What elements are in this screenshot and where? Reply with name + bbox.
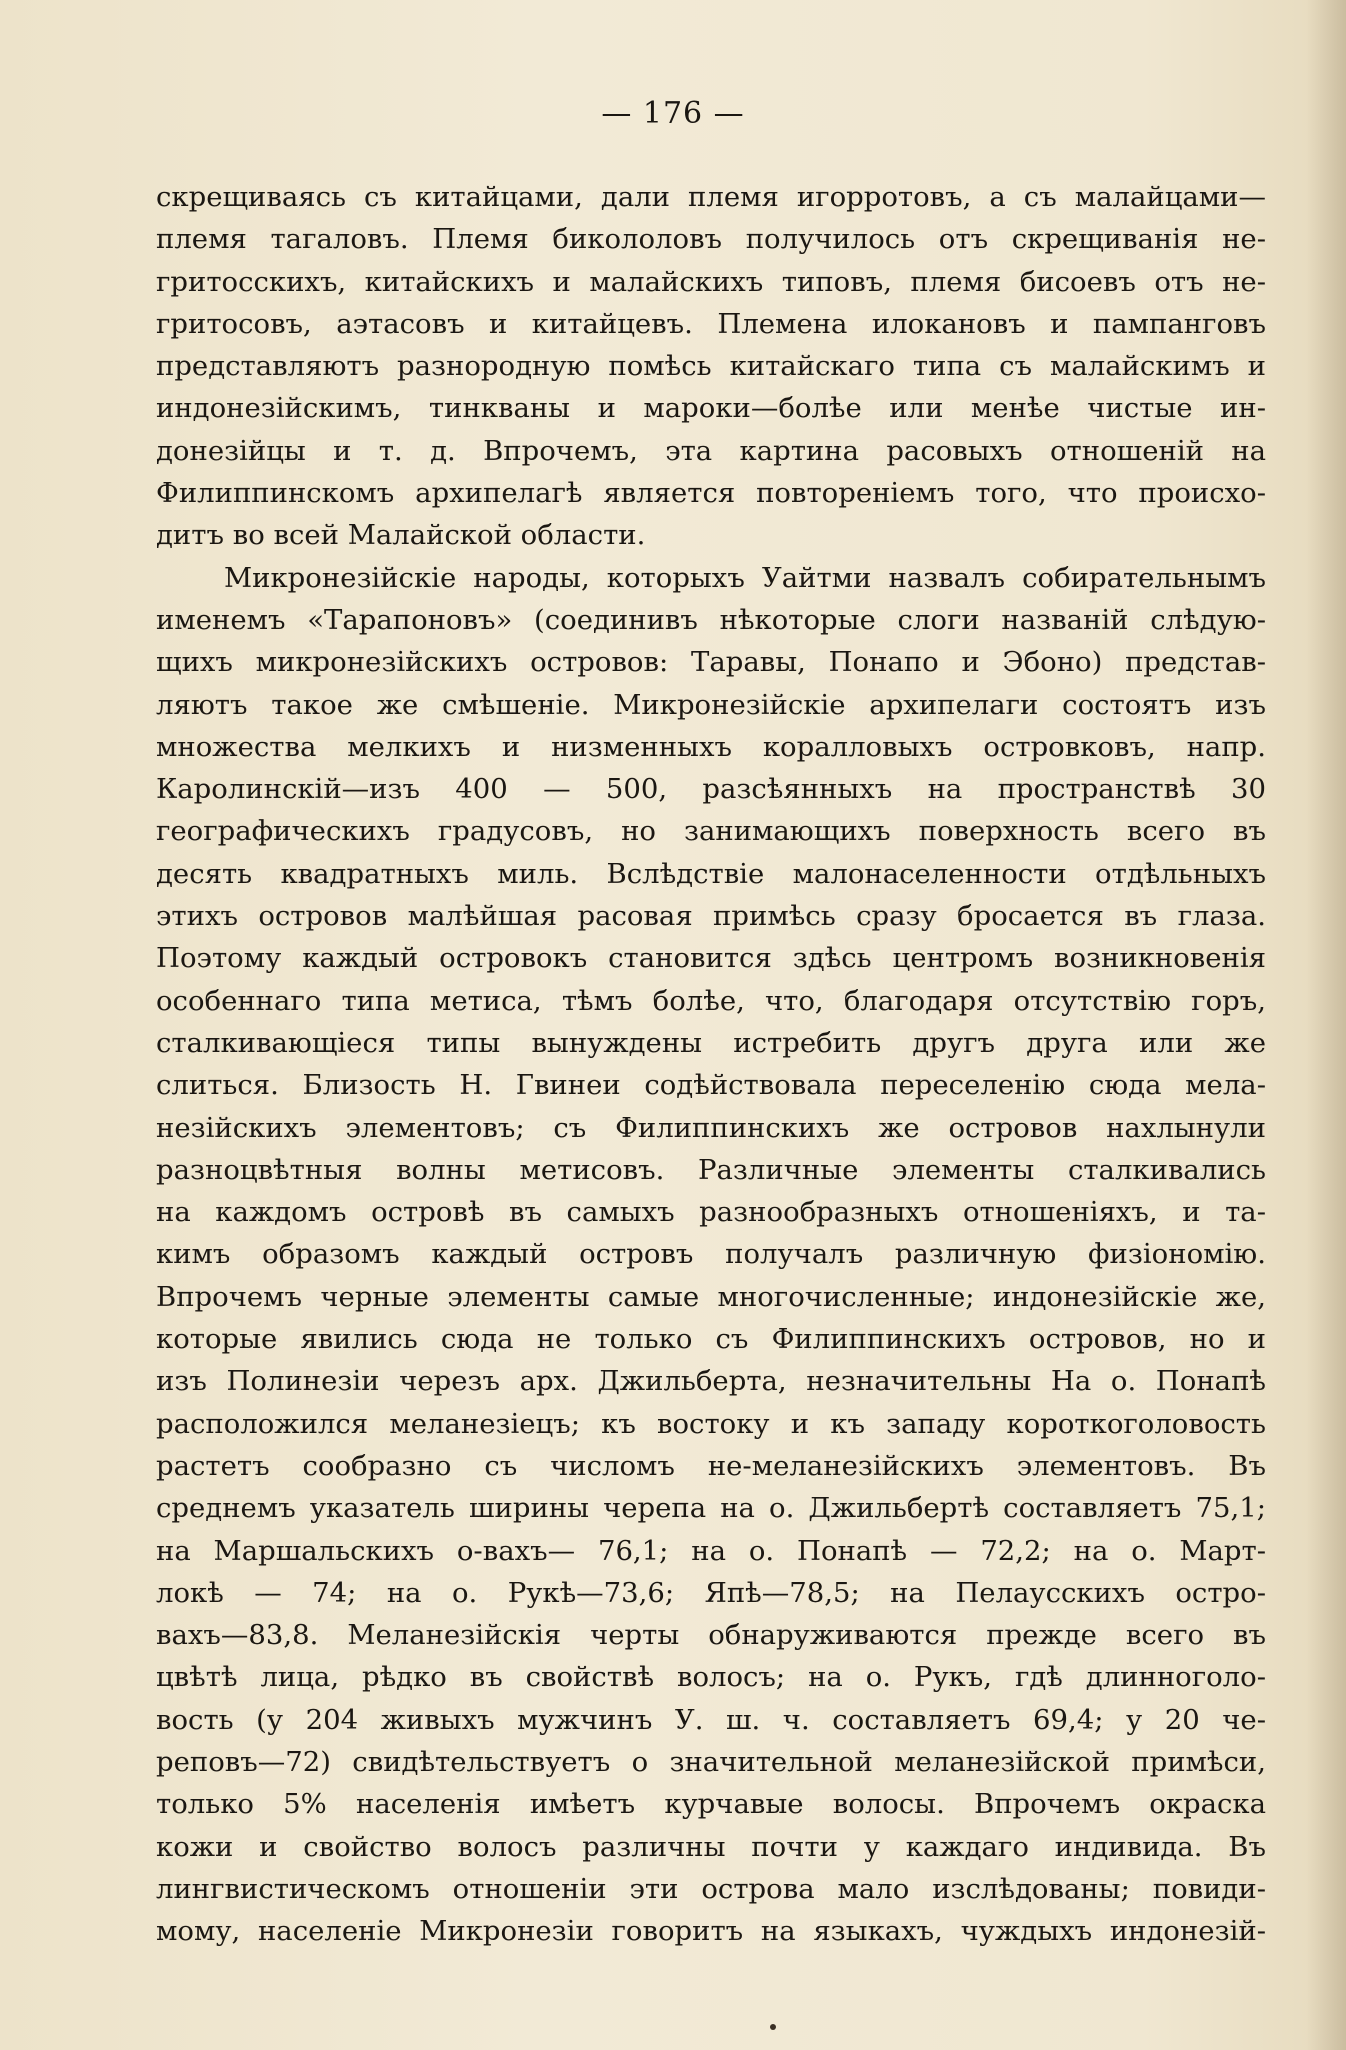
- text-line: сталкивающіеся типы вынуждены истребить другъ друга или же: [156, 1026, 1266, 1059]
- text-line: изъ Полинезіи черезъ арх. Джильберта, незначительны На о. Понапѣ: [156, 1365, 1266, 1398]
- text-line: на Маршальскихъ о-вахъ— 76,1; на о. Понапѣ — 72,2; на о. Март-: [156, 1534, 1266, 1567]
- text-line: лингвистическомъ отношеніи эти острова мало изслѣдованы; повиди-: [156, 1872, 1266, 1905]
- page-number: — 176 —: [601, 96, 745, 131]
- paragraph-1: [156, 176, 1266, 557]
- text-line: донезійцы и т. д. Впрочемъ, эта картина расовыхъ отношеній на: [156, 434, 1266, 467]
- text-line: именемъ «Тарапоновъ» (соединивъ нѣкоторые слоги названій слѣдую-: [156, 603, 1266, 636]
- ink-speck: [770, 2024, 776, 2030]
- text-line: мому, населеніе Микронезіи говоритъ на языкахъ, чуждыхъ индонезій-: [156, 1915, 1266, 1948]
- text-line: индонезійскимъ, тинкваны и мароки—болѣе или менѣе чистые ин-: [156, 392, 1266, 425]
- body-text: [156, 176, 1266, 1952]
- text-line: Поэтому каждый островокъ становится здѣсь центромъ возникновенія: [156, 942, 1266, 975]
- text-line: Впрочемъ черные элементы самые многочисленные; индонезійскіе же,: [156, 1280, 1266, 1313]
- text-line: реповъ—72) свидѣтельствуетъ о значительной меланезійской примѣси,: [156, 1745, 1266, 1778]
- text-line: цвѣтѣ лица, рѣдко въ свойствѣ волосъ; на о. Рукъ, гдѣ длинноголо-: [156, 1661, 1266, 1694]
- text-line: только 5% населенія имѣетъ курчавые волосы. Впрочемъ окраска: [156, 1788, 1266, 1821]
- text-line: кимъ образомъ каждый островъ получалъ различную физіономію.: [156, 1238, 1266, 1271]
- text-line: представляютъ разнородную помѣсь китайскаго типа съ малайскимъ и: [156, 350, 1266, 383]
- text-line: среднемъ указатель ширины черепа на о. Джильбертѣ составляетъ 75,1;: [156, 1492, 1266, 1525]
- text-line: на каждомъ островѣ въ самыхъ разнообразныхъ отношеніяхъ, и та-: [156, 1196, 1266, 1229]
- text-line: племя тагаловъ. Племя бикололовъ получилось отъ скрещиванія не-: [156, 223, 1266, 256]
- text-line: вость (у 204 живыхъ мужчинъ У. ш. ч. составляетъ 69,4; у 20 че-: [156, 1703, 1266, 1736]
- text-line: которые явились сюда не только съ Филиппинскихъ островов, но и: [156, 1323, 1266, 1356]
- text-line: гритосовъ, аэтасовъ и китайцевъ. Племена илокановъ и пампанговъ: [156, 307, 1266, 340]
- text-line: Филиппинскомъ архипелагѣ является повтореніемъ того, что происхо-: [156, 477, 1266, 510]
- text-line: гритосскихъ, китайскихъ и малайскихъ типовъ, племя бисоевъ отъ не-: [156, 265, 1266, 298]
- text-line: вахъ—83,8. Меланезійскія черты обнаруживаются прежде всего въ: [156, 1619, 1266, 1652]
- text-line: расположился меланезіецъ; къ востоку и къ западу короткоголовость: [156, 1407, 1266, 1440]
- text-line: незійскихъ элементовъ; съ Филиппинскихъ же островов нахлынули: [156, 1111, 1266, 1144]
- text-line: десять квадратныхъ миль. Вслѣдствіе малонаселенности отдѣльныхъ: [156, 857, 1266, 890]
- text-line: множества мелкихъ и низменныхъ коралловыхъ островковъ, напр.: [156, 730, 1266, 763]
- page-edge-shadow: [1306, 0, 1346, 2050]
- text-line: ляютъ такое же смѣшеніе. Микронезійскіе архипелаги состоятъ изъ: [156, 688, 1266, 721]
- text-line: этихъ островов малѣйшая расовая примѣсь сразу бросается въ глаза.: [156, 900, 1266, 933]
- text-line: локѣ — 74; на о. Рукѣ—73,6; Япѣ—78,5; на Пелаусскихъ остро-: [156, 1576, 1266, 1609]
- text-line: скрещиваясь съ китайцами, дали племя игорротовъ, а съ малайцами—: [156, 181, 1266, 213]
- text-line: Микронезійскіе народы, которыхъ Уайтми назвалъ собирательнымъ: [224, 561, 1266, 594]
- text-line: кожи и свойство волосъ различны почти у каждаго индивида. Въ: [156, 1830, 1266, 1863]
- text-line: разноцвѣтныя волны метисовъ. Различные элементы сталкивались: [156, 1153, 1266, 1186]
- text-line: слиться. Близость Н. Гвинеи содѣйствовала переселенію сюда мела-: [156, 1069, 1266, 1102]
- paragraph-2: [156, 557, 1266, 1953]
- text-line: Каролинскій—изъ 400 — 500, разсѣянныхъ на пространствѣ 30: [156, 773, 1266, 806]
- text-line: особеннаго типа метиса, тѣмъ болѣе, что, благодаря отсутствію горъ,: [156, 984, 1266, 1017]
- text-line: дитъ во всей Малайской области.: [156, 519, 646, 552]
- text-line: географическихъ градусовъ, но занимающихъ поверхность всего въ: [156, 815, 1266, 848]
- text-line: растетъ сообразно съ числомъ не-меланезійскихъ элементовъ. Въ: [156, 1449, 1266, 1482]
- text-line: щихъ микронезійскихъ островов: Таравы, Понапо и Эбоно) представ-: [156, 646, 1266, 679]
